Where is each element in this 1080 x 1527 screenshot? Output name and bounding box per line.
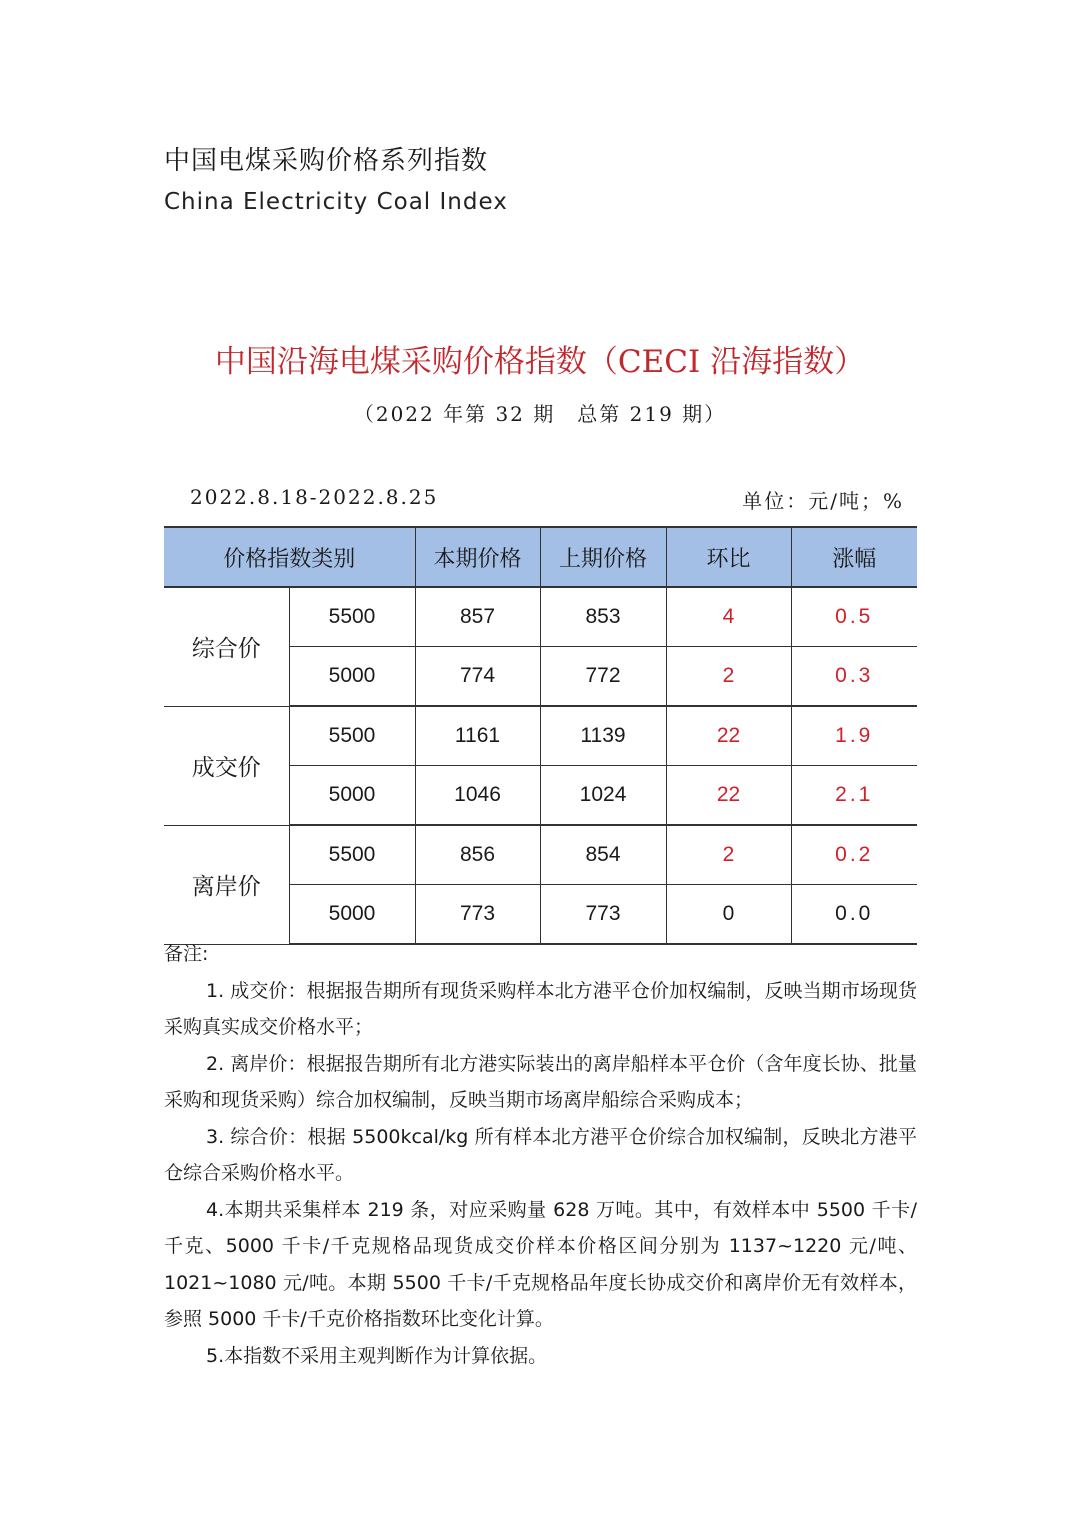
mom-cell: 2 (666, 825, 791, 885)
date-range: 2022.8.18-2022.8.25 (190, 485, 439, 509)
table-header-row (164, 527, 917, 587)
current-price-cell: 774 (415, 647, 540, 707)
mom-cell: 0 (666, 885, 791, 945)
note-item: 4.本期共采集样本 219 条，对应采购量 628 万吨。其中，有效样本中 5500 千卡/千克、5000 千卡/千克规格品现货成交价样本价格区间分别为 1137~1220 元/吨、1021~1080 元/吨。本期 5500 千卡/千克规格品年度长协成交价和离岸价无有效样本，参照 5000 千卡/千克价格指数环比变化计算。 (164, 1198, 917, 1330)
price-index-table (164, 526, 917, 945)
series-title-cn: 中国电煤采购价格系列指数 (164, 146, 489, 176)
header-category: 价格指数类别 (164, 527, 415, 587)
current-price-cell: 856 (415, 825, 540, 885)
table-row (164, 587, 917, 647)
change-cell: 2.1 (791, 766, 917, 826)
current-price-cell: 773 (415, 885, 540, 945)
header-current-price: 本期价格 (415, 527, 540, 587)
note-item: 1. 成交价：根据报告期所有现货采购样本北方港平仓价加权编制，反映当期市场现货采购真实成交价格水平； (164, 979, 917, 1038)
spec-cell: 5500 (289, 706, 415, 766)
change-cell: 0.5 (791, 587, 917, 647)
table-row (164, 825, 917, 885)
header-previous-price: 上期价格 (540, 527, 666, 587)
category-composite: 综合价 (164, 587, 289, 706)
spec-cell: 5000 (289, 647, 415, 707)
category-fob: 离岸价 (164, 825, 289, 944)
spec-cell: 5000 (289, 766, 415, 826)
previous-price-cell: 772 (540, 647, 666, 707)
previous-price-cell: 854 (540, 825, 666, 885)
change-cell: 0.2 (791, 825, 917, 885)
notes-label: 备注: (164, 943, 209, 965)
previous-price-cell: 773 (540, 885, 666, 945)
table-row (164, 706, 917, 766)
mom-cell: 2 (666, 647, 791, 707)
current-price-cell: 1161 (415, 706, 540, 766)
mom-cell: 22 (666, 706, 791, 766)
header-change: 涨幅 (791, 527, 917, 587)
spec-cell: 5500 (289, 825, 415, 885)
mom-cell: 22 (666, 766, 791, 826)
series-header (164, 140, 508, 215)
note-item: 3. 综合价：根据 5500kcal/kg 所有样本北方港平仓价综合加权编制，反映北方港平仓综合采购价格水平。 (164, 1125, 917, 1184)
change-cell: 0.3 (791, 647, 917, 707)
spec-cell: 5500 (289, 587, 415, 647)
issue-number: （2022 年第 32 期 总第 219 期） (353, 402, 727, 426)
current-price-cell: 1046 (415, 766, 540, 826)
note-item: 2. 离岸价：根据报告期所有北方港实际装出的离岸船样本平仓价（含年度长协、批量采购和现货采购）综合加权编制，反映当期市场离岸船综合采购成本； (164, 1052, 917, 1111)
category-transaction: 成交价 (164, 706, 289, 825)
previous-price-cell: 1139 (540, 706, 666, 766)
unit-label: 单位：元/吨；% (742, 489, 904, 513)
notes-section (164, 936, 917, 1374)
previous-price-cell: 853 (540, 587, 666, 647)
current-price-cell: 857 (415, 587, 540, 647)
previous-price-cell: 1024 (540, 766, 666, 826)
mom-cell: 4 (666, 587, 791, 647)
report-title: 中国沿海电煤采购价格指数（CECI 沿海指数） (214, 344, 866, 380)
change-cell: 1.9 (791, 706, 917, 766)
header-mom: 环比 (666, 527, 791, 587)
spec-cell: 5000 (289, 885, 415, 945)
note-item: 5.本指数不采用主观判断作为计算依据。 (206, 1344, 548, 1367)
change-cell: 0.0 (791, 885, 917, 945)
series-title-en: China Electricity Coal Index (164, 189, 508, 215)
